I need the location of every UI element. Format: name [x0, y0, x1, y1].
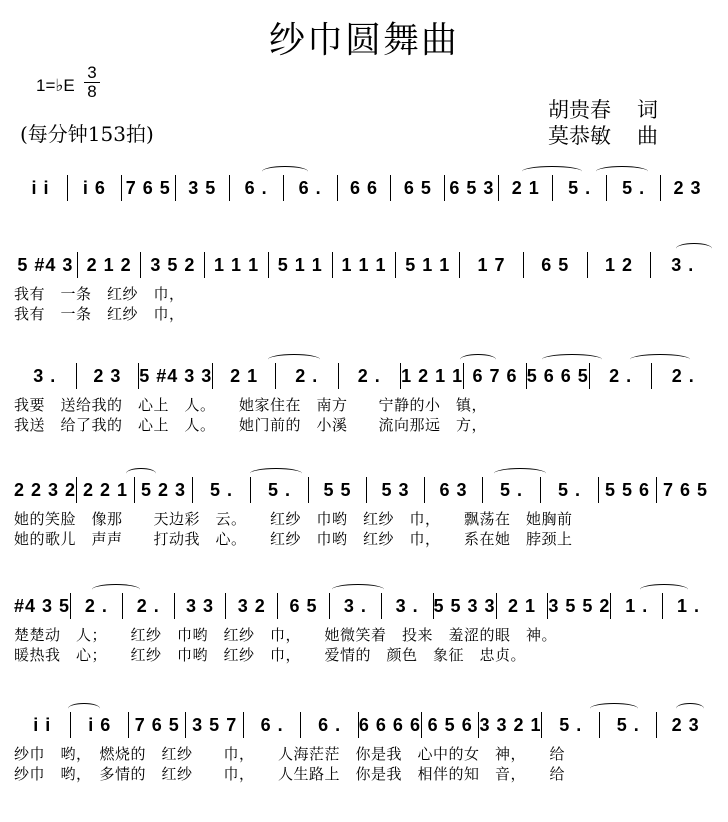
measure: 5 3: [381, 479, 410, 500]
measure: 1 1 1: [341, 254, 387, 275]
measure: 3 .: [395, 595, 419, 616]
measure: 5 .: [568, 177, 592, 198]
lyric-verse-2: 她的歌儿 声声 打动我 心。 红纱 巾哟 红纱 巾， 系在她 脖颈上: [14, 530, 573, 548]
measure: 3 5 2: [150, 254, 196, 275]
composer-role: 曲: [637, 124, 658, 148]
measure: 3 3: [185, 595, 215, 616]
slur-mark: [494, 468, 546, 479]
measure: 2 3: [673, 177, 702, 198]
lyricist-role: 词: [637, 98, 658, 122]
lyric-verse-1: 我有 一条 红纱 巾，: [14, 285, 185, 303]
slur-mark: [676, 243, 712, 254]
measure: 1 1 1: [214, 254, 260, 275]
slur-mark: [262, 166, 308, 177]
measure: 6 5: [289, 595, 318, 616]
measure: 2 .: [84, 595, 108, 616]
measure: 3 3 2 1: [479, 714, 542, 735]
song-title: 纱巾圆舞曲: [268, 20, 459, 61]
measure: 6 5: [403, 177, 432, 198]
measure: 7 6 5: [134, 714, 180, 735]
measure: 5 6 6 5: [526, 365, 589, 386]
measure: 7 6 5: [125, 177, 171, 198]
measure: 3 5: [188, 177, 217, 198]
measure: 5 .: [268, 479, 292, 500]
time-signature-top: 3: [84, 64, 100, 83]
measure: 6 5 6: [427, 714, 473, 735]
measure: 1 7: [477, 254, 506, 275]
measure: 6 7 6: [472, 365, 518, 386]
measure: i i: [31, 177, 50, 198]
measure: 6 6 6 6: [358, 714, 421, 735]
measure: 2 .: [136, 595, 160, 616]
measure: 3 2: [237, 595, 266, 616]
measure: i 6: [88, 714, 112, 735]
notes-line: [14, 592, 714, 620]
measure: 3 .: [33, 365, 57, 386]
slur-mark: [126, 468, 156, 479]
measure: 6 3: [439, 479, 468, 500]
lyric-verse-1: 楚楚动 人； 红纱 巾哟 红纱 巾， 她微笑着 投来 羞涩的眼 神。: [14, 626, 558, 644]
notes-line: [14, 251, 714, 279]
measure: 5 5: [323, 479, 352, 500]
lyric-verse-2: 我有 一条 红纱 巾，: [14, 305, 185, 323]
slur-mark: [332, 584, 384, 595]
measure: 1 .: [677, 595, 701, 616]
composer-name: 莫恭敏: [548, 124, 611, 148]
slur-mark: [268, 354, 320, 365]
slur-mark: [640, 584, 688, 595]
notes-line: [14, 362, 714, 390]
slur-mark: [522, 166, 582, 177]
measure: 5 #4 3: [17, 254, 74, 275]
measure: 2 .: [671, 365, 695, 386]
measure: 3 .: [343, 595, 367, 616]
measure: 5 .: [500, 479, 524, 500]
measure: 6 .: [260, 714, 284, 735]
measure: 6 6: [349, 177, 378, 198]
measure: 3 5 5 2: [548, 595, 611, 616]
slur-mark: [460, 354, 496, 365]
notes-line: [14, 476, 714, 504]
measure: i i: [33, 714, 52, 735]
slur-mark: [92, 584, 140, 595]
measure: 2 1: [511, 177, 540, 198]
measure: 5 5 3 3: [433, 595, 496, 616]
measure: 7 6 5: [663, 479, 709, 500]
measure: 3 .: [671, 254, 695, 275]
measure: 2 .: [609, 365, 633, 386]
time-signature-bottom: 8: [87, 82, 97, 101]
measure: 5 .: [559, 714, 583, 735]
slur-mark: [676, 703, 704, 714]
measure: 3 5 7: [192, 714, 238, 735]
measure: 2 1: [230, 365, 259, 386]
measure: 2 .: [295, 365, 319, 386]
slur-mark: [630, 354, 690, 365]
slur-mark: [68, 703, 100, 714]
slur-mark: [542, 354, 602, 365]
measure: 5 5 6: [605, 479, 651, 500]
measure: 6 5 3: [449, 177, 495, 198]
lyricist-name: 胡贵春: [548, 98, 611, 122]
slur-mark: [590, 703, 638, 714]
measure: 5 1 1: [405, 254, 451, 275]
notes-line: [14, 174, 714, 202]
lyric-verse-1: 纱巾 哟， 燃烧的 红纱 巾， 人海茫茫 你是我 心中的女 神， 给: [14, 745, 566, 763]
measure: #4 3 5: [14, 595, 71, 616]
time-signature: [84, 64, 100, 101]
measure: 5 .: [622, 177, 646, 198]
measure: 1 2 1 1: [401, 365, 464, 386]
measure: 5 2 3: [141, 479, 187, 500]
measure: 6 .: [244, 177, 268, 198]
measure: 1 .: [625, 595, 649, 616]
measure: 2 2 1: [83, 479, 129, 500]
measure: 2 .: [357, 365, 381, 386]
slur-mark: [596, 166, 648, 177]
lyric-verse-1: 我要 送给我的 心上 人。 她家住在 南方 宁静的小 镇，: [14, 396, 488, 414]
notes-line: [14, 711, 714, 739]
lyric-verse-1: 她的笑脸 像那 天边彩 云。 红纱 巾哟 红纱 巾， 飘荡在 她胸前: [14, 510, 573, 528]
measure: 2 1: [507, 595, 536, 616]
measure: 2 3: [671, 714, 700, 735]
lyric-verse-2: 暖热我 心； 红纱 巾哟 红纱 巾， 爱情的 颜色 象征 忠贞。: [14, 646, 527, 664]
measure: 2 1 2: [86, 254, 132, 275]
lyric-verse-2: 我送 给了我的 心上 人。 她门前的 小溪 流向那远 方，: [14, 416, 488, 434]
measure: i 6: [82, 177, 106, 198]
measure: 2 2 3 2: [14, 479, 77, 500]
measure: 6 .: [318, 714, 342, 735]
measure: 1 2: [604, 254, 633, 275]
lyric-verse-2: 纱巾 哟， 多情的 红纱 巾， 人生路上 你是我 相伴的知 音， 给: [14, 765, 566, 783]
key-signature: 1=♭E: [36, 76, 75, 95]
measure: 5 .: [558, 479, 582, 500]
composer-credit: [548, 120, 658, 150]
measure: 2 3: [93, 365, 122, 386]
tempo-marking: (每分钟153拍): [20, 122, 154, 146]
measure: 5 .: [616, 714, 640, 735]
measure: 6 .: [298, 177, 322, 198]
measure: 5 .: [210, 479, 234, 500]
measure: 5 1 1: [277, 254, 323, 275]
measure: 6 5: [541, 254, 570, 275]
measure: 5 #4 3 3: [139, 365, 213, 386]
slur-mark: [250, 468, 302, 479]
